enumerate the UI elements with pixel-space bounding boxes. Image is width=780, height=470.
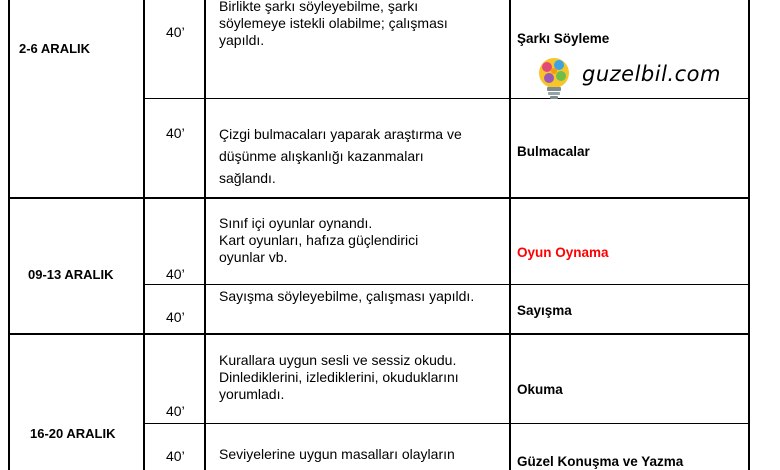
lightbulb-icon [534,56,574,102]
duration: 40’ [166,403,185,419]
duration: 40’ [166,309,185,325]
lesson-description [219,446,455,463]
duration: 40’ [166,448,185,464]
row-divider [143,284,750,285]
duration: 40’ [166,125,185,141]
description-line: Kart oyunları, hafıza güçlendirici [219,232,419,248]
description-line: yapıldı. [219,32,265,48]
topic-title-highlighted: Oyun Oynama [517,245,609,260]
topic-title: Okuma [517,382,563,397]
description-line: sağlandı. [219,170,276,186]
lesson-description [219,0,448,49]
description-line: Seviyelerine uygun masalları olayların [219,446,455,462]
lesson-description [219,123,462,189]
description-line: yorumladı. [219,386,285,402]
divider-duration-desc [204,0,206,470]
duration: 40’ [166,24,185,40]
description-line: söylemeye istekli olabilme; çalışması [219,15,448,31]
lesson-description [219,352,459,403]
description-line: Sınıf içi oyunlar oynandı. [219,215,373,231]
watermark [534,56,744,100]
description-line: Dinlediklerini, izlediklerini, okuduklarını [219,369,459,385]
week-label: 09-13 ARALIK [28,267,114,282]
topic-title: Şarkı Söyleme [517,31,610,46]
description-line: düşünme alışkanlığı kazanmaları [219,148,424,164]
divider-desc-topic [509,0,511,470]
description-line: Sayışma söyleyebilme, çalışması yapıldı. [219,288,475,304]
week-label: 2-6 ARALIK [19,41,91,56]
description-line: Birlikte şarkı söyleyebilme, şarkı [219,0,419,14]
table-border-left [8,0,10,470]
topic-title: Bulmacalar [517,144,590,159]
description-line: oyunlar vb. [219,249,288,265]
divider-week-duration [143,0,145,470]
watermark-text[interactable]: guzelbil.com [582,62,721,86]
topic-title: Güzel Konuşma ve Yazma [517,454,684,469]
lesson-description [219,288,474,305]
table-border-right [748,0,750,470]
week-divider [8,197,750,199]
week-label: 16-20 ARALIK [30,426,116,441]
row-divider [143,423,750,424]
description-line: Kurallara uygun sesli ve sessiz okudu. [219,352,457,368]
description-line: Çizgi bulmacaları yaparak araştırma ve [219,126,462,142]
duration: 40’ [166,266,185,282]
week-divider [8,333,750,335]
topic-title: Sayışma [517,303,572,318]
lesson-description [219,215,418,266]
